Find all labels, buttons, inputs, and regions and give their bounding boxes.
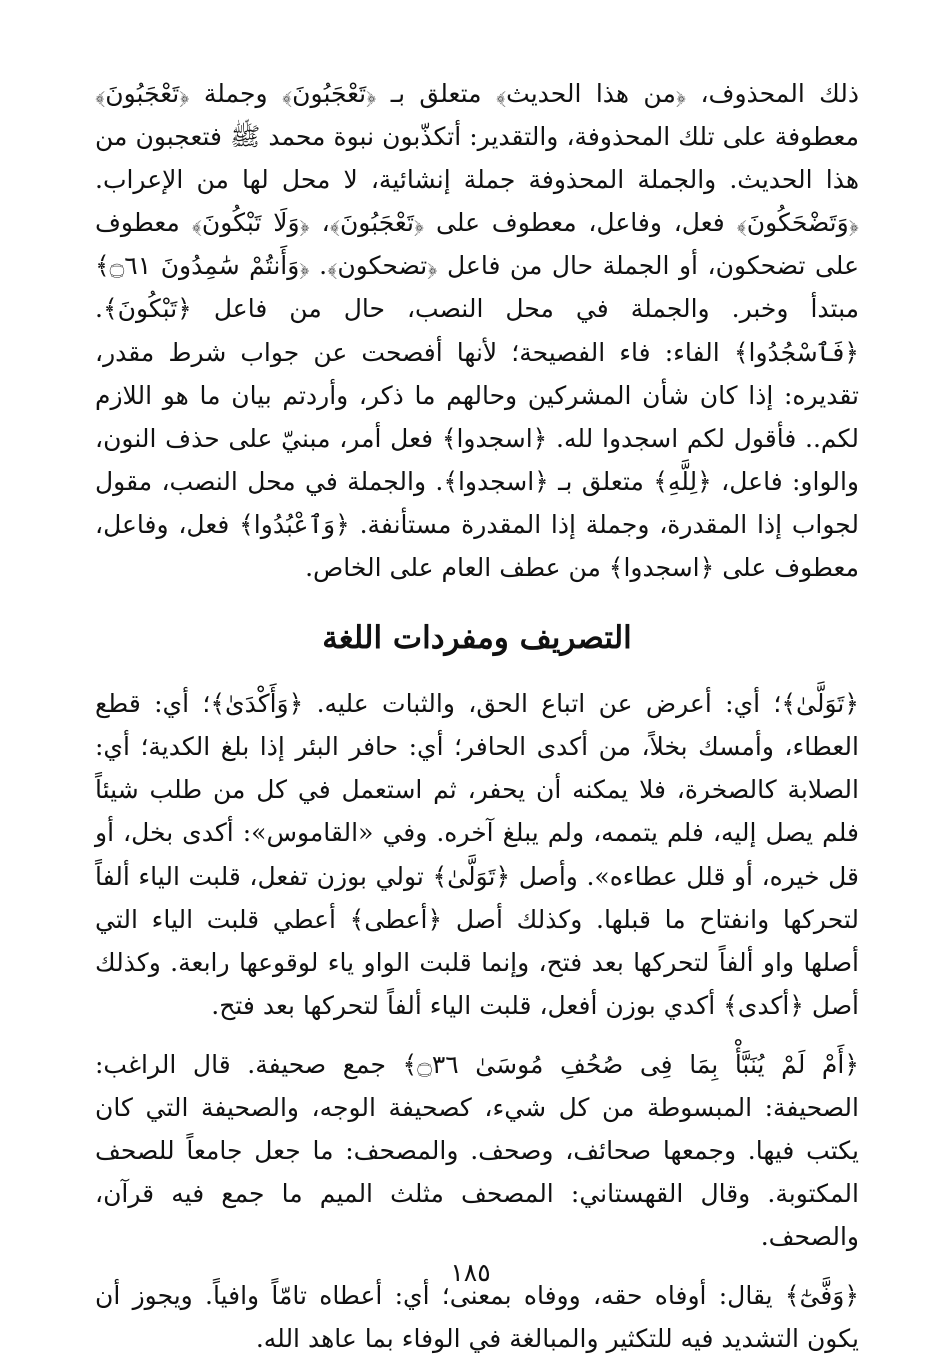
vocabulary-paragraph-1: ﴿تَوَلَّىٰ﴾؛ أي: أعرض عن اتباع الحق، والثبات عليه. ﴿وَأَكْدَىٰ﴾؛ أي: قطع العطاء، وأمسك بخلاً، من أكدى الحافر؛ أي: حافر البئر إذا بلغ الكدية؛ أي: الصلابة كالصخرة، فلا يمكنه أن يحفر، ثم استعمل في كل من طلب شيئاً فلم يصل إليه، فلم يتممه، ولم يبلغ آخره. وفي «القاموس»: أكدى بخل، أو قل خيره، أو قلل عطاءه». وأصل ﴿تَوَلَّىٰ﴾ تولي بوزن تفعل، قلبت الياء ألفاً لتحركها وانفتاح ما قبلها. وكذلك أصل ﴿أعطى﴾ أعطي قلبت الياء التي أصلها واو ألفاً لتحركها بعد فتح، وإنما قلبت الواو ياء لوقوعها رابعة. وكذلك أصل ﴿أكدى﴾ أكدي بوزن أفعل، قلبت الياء ألفاً لتحركها بعد فتح. xyxy=(95,689,859,1020)
vocabulary-paragraph-3: ﴿وَفَّىٰٓ﴾ يقال: أوفاه حقه، ووفاه بمعنى؛ أي: أعطاه تامّاً وافياً. ويجوز أن يكون التشديد فيه للتكثير والمبالغة في الوفاء بما عاهد الله. xyxy=(95,1281,859,1354)
page-number: ١٨٥ xyxy=(450,1258,491,1287)
page-body xyxy=(95,72,859,1361)
section-heading: التصريف ومفردات اللغة xyxy=(322,620,632,657)
grammar-paragraph: ذلك المحذوف، ﴿من هذا الحديث﴾ متعلق بـ ﴿تَعْجَبُونَ﴾ وجملة ﴿تَعْجَبُونَ﴾ معطوفة على تلك المحذوفة، والتقدير: أتكذّبون نبوة محمد ﷺ فتعجبون من هذا الحديث. والجملة المحذوفة جملة إنشائية، لا محل لها من الإعراب. ﴿وَتَضْحَكُونَ﴾ فعل، وفاعل، معطوف على ﴿تَعْجَبُونَ﴾، ﴿وَلَا تَبْكُونَ﴾ معطوف على تضحكون، أو الجملة حال من فاعل ﴿تضحكون﴾. ﴿وَأَنتُمْ سَٰمِدُونَ ۝٦١﴾ مبتدأ وخبر. والجملة في محل النصب، حال من فاعل ﴿تَبْكُونَ﴾. ﴿فَٱسْجُدُوا﴾ الفاء: فاء الفصيحة؛ لأنها أفصحت عن جواب شرط مقدر، تقديره: إذا كان شأن المشركين وحالهم ما ذكر، وأردتم بيان ما هو اللازم لكم.. فأقول لكم اسجدوا لله. ﴿اسجدوا﴾ فعل أمر، مبنيّ على حذف النون، والواو: فاعل، ﴿لِلَّهِ﴾ متعلق بـ ﴿اسجدوا﴾. والجملة في محل النصب، مقول لجواب إذا المقدرة، وجملة إذا المقدرة مستأنفة. ﴿وَٱعْبُدُوا﴾ فعل، وفاعل، معطوف على ﴿اسجدوا﴾ من عطف العام على الخاص. xyxy=(95,79,859,583)
vocabulary-paragraph-2: ﴿أَمْ لَمْ يُنَبَّأْ بِمَا فِى صُحُفِ مُوسَىٰ ۝٣٦﴾ جمع صحيفة. قال الراغب: الصحيفة: المبسوطة من كل شيء، كصحيفة الوجه، والصحيفة التي كان يكتب فيها. وجمعها صحائف، وصحف. والمصحف: ما جعل جامعاً للصحف المكتوبة. وقال القهستاني: المصحف مثلث الميم ما جمع فيه قرآن، والصحف. xyxy=(95,1049,859,1252)
